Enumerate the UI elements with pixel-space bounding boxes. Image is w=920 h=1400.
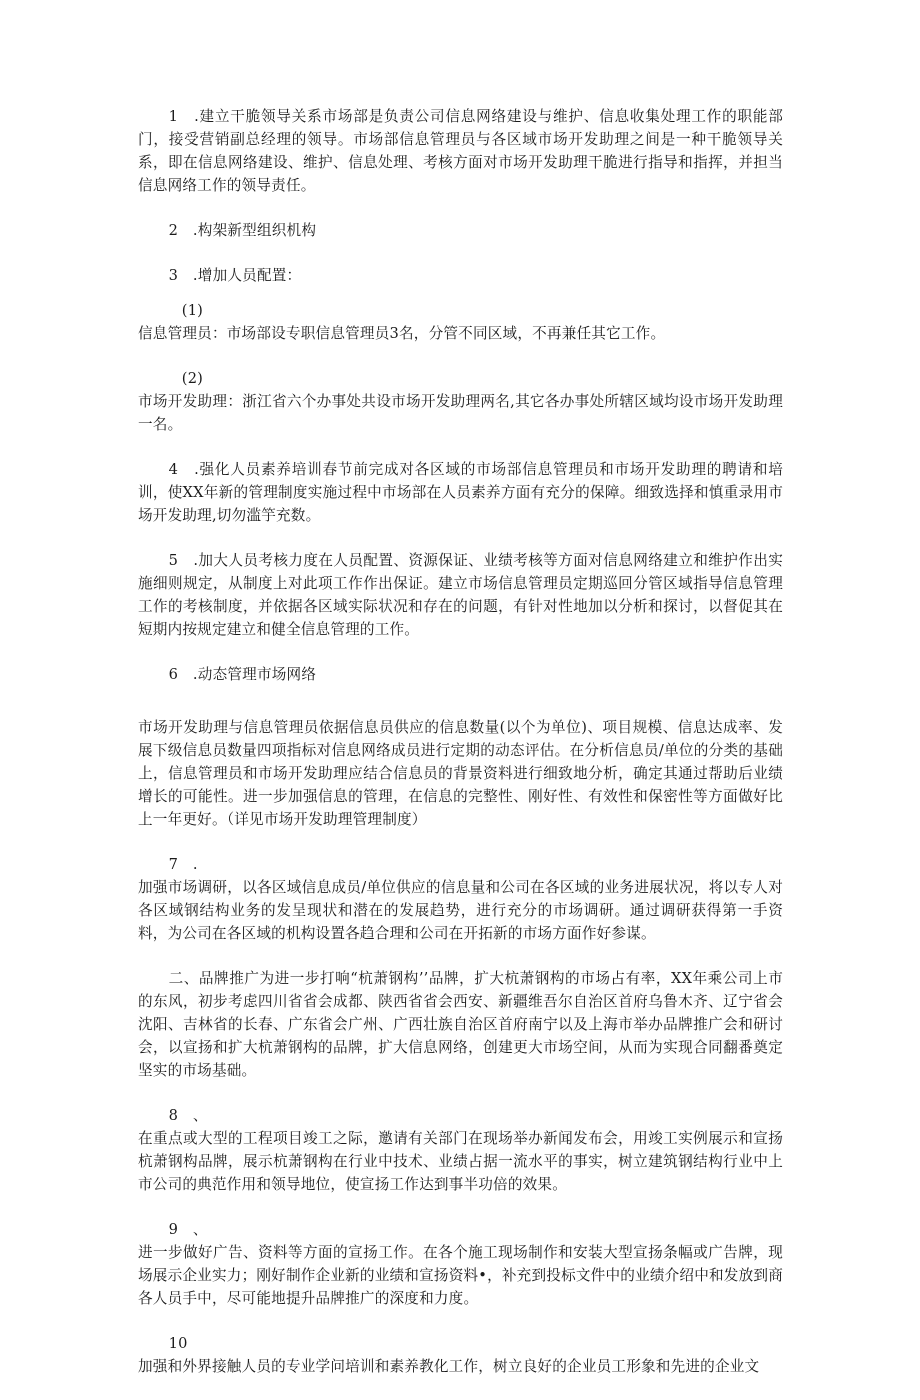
paragraph-1: 1 .建立干脆领导关系市场部是负责公司信息网络建设与维护、信息收集处理工作的职能部门，接受营销副总经理的领导。市场部信息管理员与各区域市场开发助理之间是一种干脆领导关系，即在信息网络建设、维护、信息处理、考核方面对市场开发助理干脆进行指导和指挥，并担当信息网络工作的领导责任。 — [138, 108, 783, 194]
list-number-1: (1) — [181, 302, 204, 319]
paragraph-staff-training: 加强和外界接触人员的专业学问培训和素养教化工作，树立良好的企业员工形象和先进的企业文 — [138, 1358, 760, 1375]
list-number-10: 10 — [168, 1335, 188, 1352]
document-body — [138, 105, 783, 1400]
paragraph-advertising: 进一步做好广告、资料等方面的宣扬工作。在各个施工现场制作和安装大型宣扬条幅或广告牌，现场展示企业实力；刚好制作企业新的业绩和宣扬资料•，补充到投标文件中的业绩介绍中和发放到商各人员手中，尽可能地提升品牌推广的深度和力度。 — [138, 1244, 783, 1307]
paragraph-press-conference: 在重点或大型的工程项目竣工之际，邀请有关部门在现场举办新闻发布会，用竣工实例展示和宣扬杭萧钢构品牌，展示杭萧钢构在行业中技术、业绩占据一流水平的事实，树立建筑钢结构行业中上市公司的典范作用和领导地位，使宣扬工作达到事半功倍的效果。 — [138, 1130, 783, 1193]
heading-3-staffing: 3 .增加人员配置： — [168, 267, 302, 284]
list-number-2: (2) — [181, 370, 204, 387]
list-number-9: 9 、 — [168, 1221, 208, 1238]
heading-2-org-structure: 2 .构架新型组织机构 — [168, 222, 317, 239]
paragraph-dynamic-evaluation: 市场开发助理与信息管理员依据信息员供应的信息数量(以个为单位)、项目规模、信息达成率、发展下级信息员数量四项指标对信息网络成员进行定期的动态评估。在分析信息员/单位的分类的基础上，信息管理员和市场开发助理应结合信息员的背景资料进行细致地分析，确定其通过帮助后业绩增长的可能性。进一步加强信息的管理，在信息的完整性、刚好性、有效性和保密性等方面做好比上一年更好。（详见市场开发助理管理制度） — [138, 719, 783, 828]
paragraph-market-assistant: 市场开发助理：浙江省六个办事处共设市场开发助理两名,其它各办事处所辖区域均设市场开发助理一名。 — [138, 393, 783, 433]
paragraph-4-training: 4 .强化人员素养培训春节前完成对各区域的市场部信息管理员和市场开发助理的聘请和培训，使XX年新的管理制度实施过程中市场部在人员素养方面有充分的保障。细致选择和慎重录用市场开发助理,切勿滥竽充数。 — [138, 461, 783, 524]
list-number-7: 7 . — [168, 856, 198, 873]
list-number-8: 8 、 — [168, 1107, 208, 1124]
paragraph-market-research: 加强市场调研，以各区域信息成员/单位供应的信息量和公司在各区域的业务进展状况，将以专人对各区域钢结构业务的发呈现状和潜在的发展趋势，进行充分的市场调研。通过调研获得第一手资料，为公司在各区域的机构设置各趋合理和公司在开拓新的市场方面作好参谋。 — [138, 879, 783, 942]
paragraph-5-assessment: 5 .加大人员考核力度在人员配置、资源保证、业绩考核等方面对信息网络建立和维护作出实施细则规定，从制度上对此项工作作出保证。建立市场信息管理员定期巡回分管区域指导信息管理工作的考核制度，并依据各区域实际状况和存在的问题，有针对性地加以分析和探讨，以督促其在短期内按规定建立和健全信息管理的工作。 — [138, 552, 783, 638]
spacer — [138, 708, 783, 716]
paragraph-info-manager: 信息管理员：市场部设专职信息管理员3名，分管不同区域，不再兼任其它工作。 — [138, 325, 666, 342]
heading-6-dynamic-management: 6 .动态管理市场网络 — [168, 666, 317, 683]
paragraph-brand-promotion: 二、品牌推广为进一步打响“杭萧钢构’’品牌，扩大杭萧钢构的市场占有率，XX年乘公司上市的东风，初步考虑四川省省会成都、陕西省省会西安、新疆维吾尔自治区首府乌鲁木齐、辽宁省会沈阳、吉林省的长春、广东省会广州、广西壮族自治区首府南宁以及上海市举办品牌推广会和研讨会，以宣扬和扩大杭萧钢构的品牌，扩大信息网络，创建更大市场空间，从而为实现合同翻番奠定坚实的市场基础。 — [138, 970, 783, 1079]
